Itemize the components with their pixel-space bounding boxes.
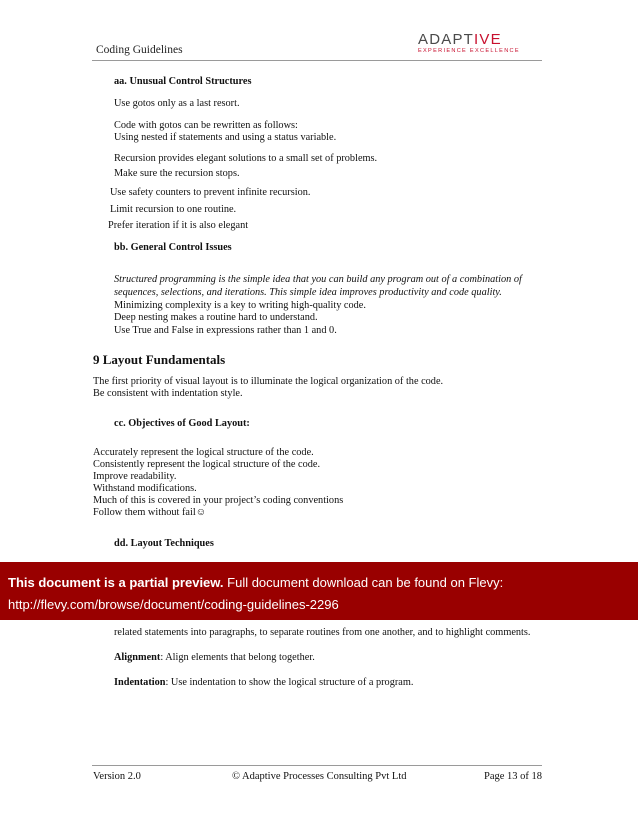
adaptive-logo <box>418 32 530 62</box>
aa-line-4: Recursion provides elegant solutions to a small set of problems. <box>114 153 378 164</box>
alignment-term: Alignment <box>114 652 161 663</box>
aa-line-2: Code with gotos can be rewritten as follows: <box>114 120 298 131</box>
indentation-text: : Use indentation to show the logical structure of a program. <box>165 677 414 688</box>
heading-bb: bb. General Control Issues <box>114 242 232 253</box>
header-divider <box>92 60 542 61</box>
bb-italic-2: sequences, selections, and iterations. This simple idea improves productivity and code quality. <box>114 287 502 298</box>
heading-section-9: 9 Layout Fundamentals <box>93 352 226 367</box>
aa-line-1: Use gotos only as a last resort. <box>114 98 240 109</box>
cc-line-4: Withstand modifications. <box>93 483 197 494</box>
alignment-text: : Align elements that belong together. <box>160 652 315 663</box>
heading-aa: aa. Unusual Control Structures <box>114 76 252 87</box>
s9-line-1: The first priority of visual layout is to illuminate the logical organization of the code. <box>93 376 444 387</box>
aa-line-6: Use safety counters to prevent infinite recursion. <box>110 187 311 198</box>
bb-line-2: Deep nesting makes a routine hard to understand. <box>114 312 318 323</box>
heading-dd: dd. Layout Techniques <box>114 538 214 549</box>
footer-copyright: © Adaptive Processes Consulting Pvt Ltd <box>232 771 407 782</box>
heading-cc: cc. Objectives of Good Layout: <box>114 418 250 429</box>
footer-version: Version 2.0 <box>93 771 141 782</box>
banner-line-1 <box>8 575 503 590</box>
aa-line-8: Prefer iteration if it is also elegant <box>108 220 249 231</box>
logo-word-prefix: ADAPT <box>418 31 475 48</box>
logo-word-highlight: IVE <box>474 31 502 48</box>
bb-line-3: Use True and False in expressions rather than 1 and 0. <box>114 325 337 336</box>
dd-partial-line: related statements into paragraphs, to separate routines from one another, and to highlight comments. <box>114 627 531 638</box>
banner-rest-text: Full document download can be found on Flevy: <box>223 575 504 590</box>
logo-word <box>418 32 530 47</box>
indentation-term: Indentation <box>114 677 166 688</box>
banner-link[interactable]: http://flevy.com/browse/document/coding-guidelines-2296 <box>8 597 339 612</box>
header-title: Coding Guidelines <box>96 44 183 56</box>
bb-italic-1: Structured programming is the simple idea that you can build any program out of a combination of <box>114 274 522 285</box>
aa-line-5: Make sure the recursion stops. <box>114 168 240 179</box>
footer-divider <box>92 765 542 766</box>
aa-line-3: Using nested if statements and using a status variable. <box>114 132 337 143</box>
preview-banner <box>0 562 638 620</box>
bb-line-1: Minimizing complexity is a key to writing high-quality code. <box>114 300 366 311</box>
aa-line-7: Limit recursion to one routine. <box>110 204 237 215</box>
footer-page-number: Page 13 of 18 <box>484 771 543 782</box>
cc-line-1: Accurately represent the logical structure of the code. <box>93 447 314 458</box>
dd-alignment <box>114 651 315 664</box>
dd-indentation <box>114 676 413 689</box>
banner-strong-text: This document is a partial preview. <box>8 575 224 590</box>
cc-line-3: Improve readability. <box>93 471 177 482</box>
cc-line-5: Much of this is covered in your project’s coding conventions <box>93 495 344 506</box>
cc-line-6: Follow them without fail☺ <box>93 507 207 518</box>
s9-line-2: Be consistent with indentation style. <box>93 388 243 399</box>
cc-line-2: Consistently represent the logical structure of the code. <box>93 459 321 470</box>
logo-tagline: EXPERIENCE EXCELLENCE <box>418 48 520 54</box>
